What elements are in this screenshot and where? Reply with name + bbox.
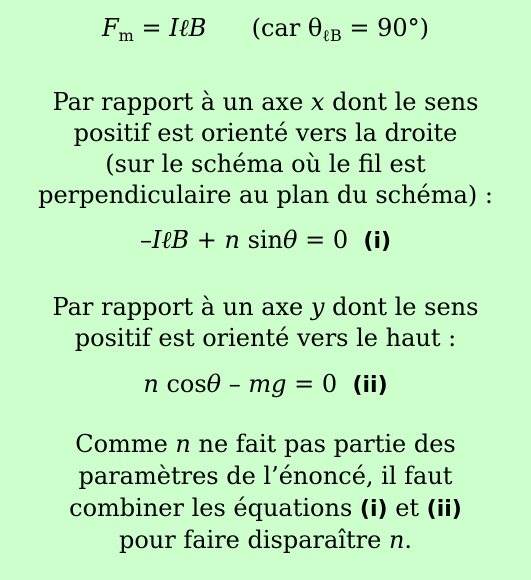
paragraph-x-line-2: positif est orienté vers la droite bbox=[73, 119, 458, 147]
var-theta: θ bbox=[206, 370, 222, 398]
equals-sign: = bbox=[305, 226, 326, 254]
minus-sign: – bbox=[228, 370, 241, 398]
text: combiner les équations bbox=[69, 494, 360, 522]
label-ii: (ii) bbox=[426, 497, 462, 522]
text: dont le sens bbox=[324, 293, 479, 321]
label-i: (i) bbox=[363, 229, 392, 254]
var-y: y bbox=[310, 293, 325, 321]
paragraph-x-line-4: perpendiculaire au plan du schéma) : bbox=[38, 181, 493, 209]
note-subscript: ℓB bbox=[322, 26, 342, 45]
term-mg: mg bbox=[248, 370, 287, 398]
var-n: n bbox=[224, 226, 240, 254]
label-i: (i) bbox=[359, 497, 388, 522]
plus-sign: + bbox=[196, 226, 217, 254]
conclusion-line-4 bbox=[0, 526, 531, 554]
subscript-m: m bbox=[118, 26, 134, 45]
equals-sign: = bbox=[294, 370, 315, 398]
symbol-f: F bbox=[102, 14, 119, 42]
zero: 0 bbox=[321, 370, 338, 398]
zero: 0 bbox=[332, 226, 349, 254]
conclusion-line-1 bbox=[0, 430, 531, 458]
text: dont le sens bbox=[324, 88, 479, 116]
note-suffix: = 90°) bbox=[341, 14, 429, 42]
formula-rhs: IℓB bbox=[169, 14, 207, 42]
conclusion-line-2: paramètres de l’énoncé, il faut bbox=[78, 462, 453, 490]
paragraph-x-line-1 bbox=[0, 88, 531, 116]
cos-func: cos bbox=[166, 370, 207, 398]
var-n: n bbox=[143, 370, 159, 398]
var-theta: θ bbox=[283, 226, 298, 254]
note-prefix: (car θ bbox=[251, 14, 323, 42]
text: ne fait pas partie des bbox=[190, 430, 456, 458]
var-n: n bbox=[388, 526, 405, 554]
force-formula bbox=[0, 14, 531, 45]
var-n: n bbox=[175, 430, 191, 458]
minus-sign: – bbox=[139, 226, 152, 254]
text: et bbox=[387, 494, 427, 522]
term-1: IℓB bbox=[151, 226, 190, 254]
text: Par rapport à un axe bbox=[52, 293, 311, 321]
sin-func: sin bbox=[247, 226, 284, 254]
conclusion-line-3 bbox=[0, 494, 531, 524]
label-ii: (ii) bbox=[352, 373, 388, 398]
text: pour faire disparaître bbox=[118, 526, 389, 554]
text: Comme bbox=[75, 430, 176, 458]
text: . bbox=[404, 526, 413, 554]
paragraph-y-line-2: positif est orienté vers le haut : bbox=[74, 324, 457, 352]
paragraph-x-line-3: (sur le schéma où le fil est bbox=[105, 150, 426, 178]
var-x: x bbox=[310, 88, 325, 116]
paragraph-y-line-1 bbox=[0, 293, 531, 321]
equation-i bbox=[0, 226, 531, 256]
equals-sign: = bbox=[141, 14, 162, 42]
text: Par rapport à un axe bbox=[52, 88, 311, 116]
equation-ii bbox=[0, 370, 531, 400]
